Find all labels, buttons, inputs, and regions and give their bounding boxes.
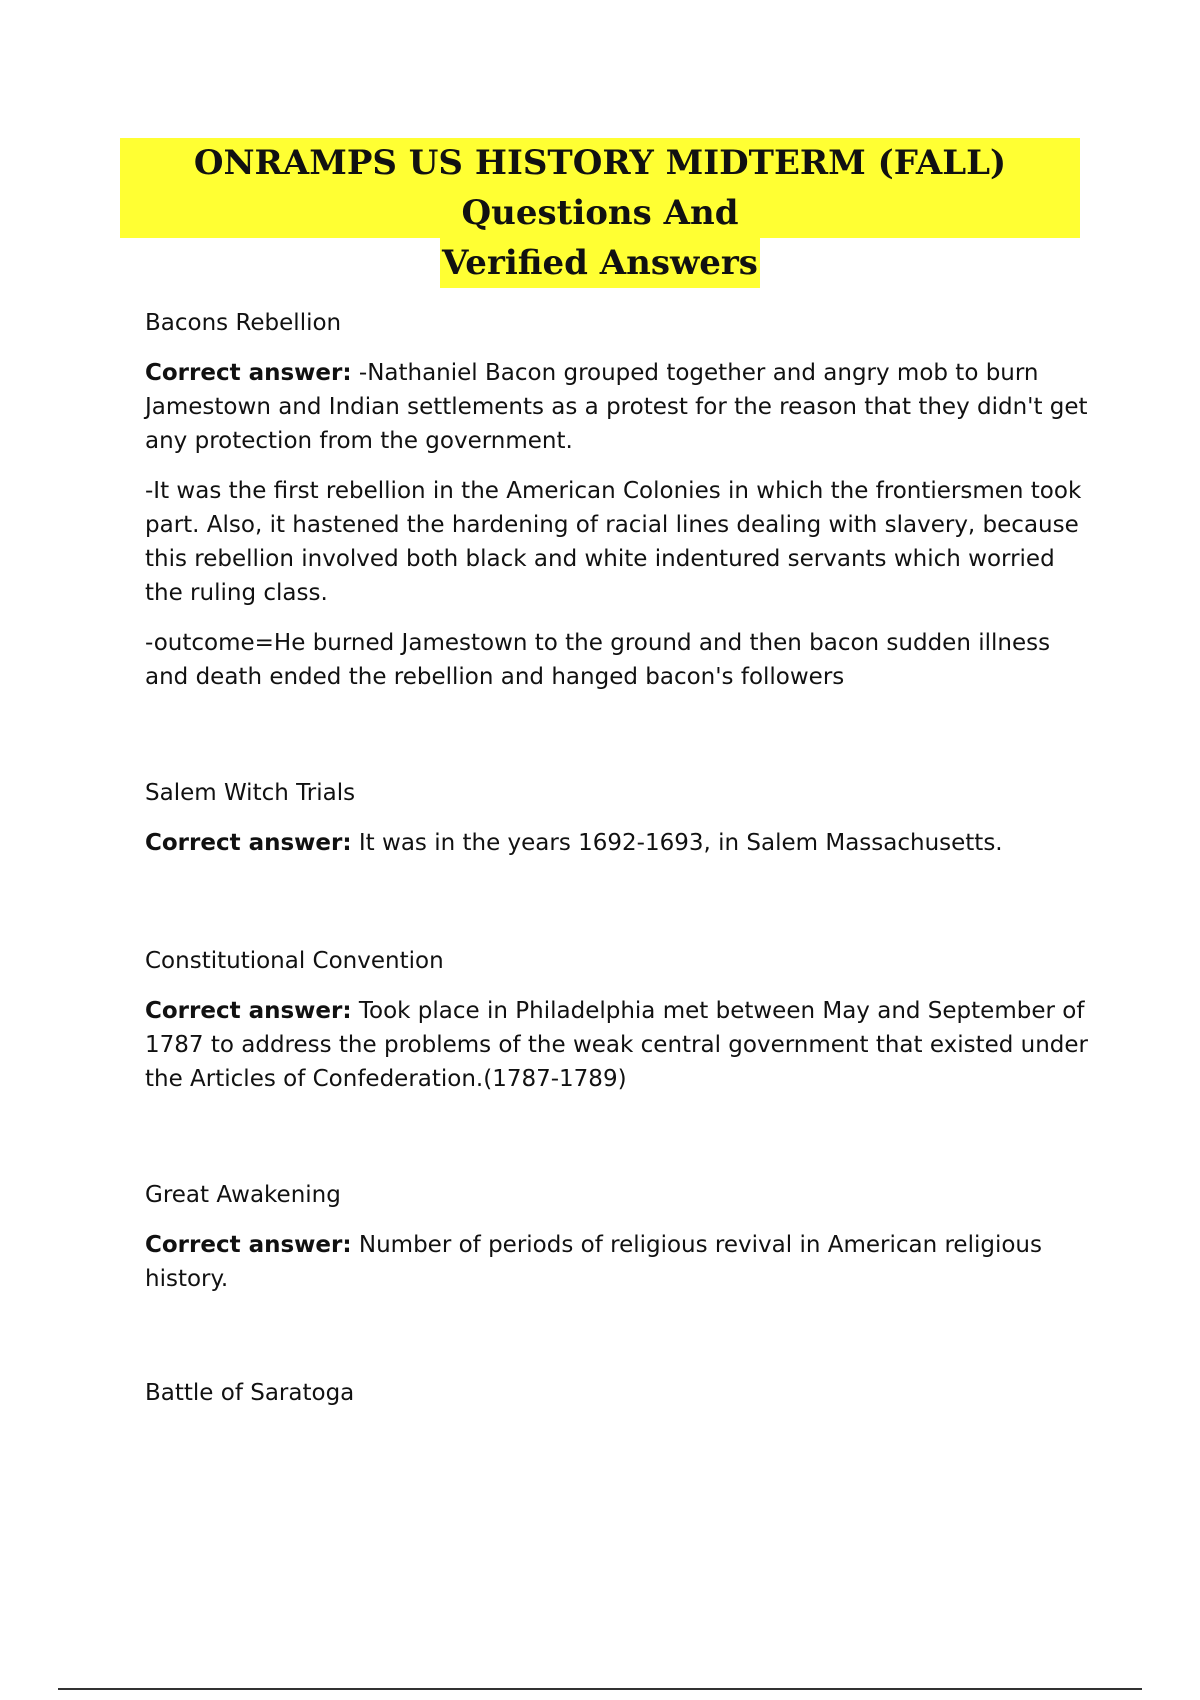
answer-paragraph: -outcome=He burned Jamestown to the ground and then bacon sudden illness and death ended the rebellion and hanged bacon's followers: [145, 630, 1051, 690]
qa-item: [145, 776, 1095, 860]
correct-answer-label: Correct answer:: [145, 830, 352, 856]
question-text: Great Awakening: [145, 1182, 341, 1208]
answer-text: -Nathaniel Bacon grouped together and angry mob to burn Jamestown and Indian settlements as a protest for the reason that they didn't get any protection from the government.: [145, 360, 1088, 454]
answer-paragraph: [145, 994, 1095, 1096]
answer-paragraph: [145, 826, 1095, 860]
document-title: [120, 138, 1080, 288]
qa-item: [145, 1376, 1095, 1410]
question-text: Salem Witch Trials: [145, 780, 356, 806]
title-line-2: Verified Answers: [440, 238, 760, 288]
qa-list: [145, 306, 1095, 1426]
title-line-1: ONRAMPS US HISTORY MIDTERM (FALL) Questions And: [120, 138, 1080, 238]
answer-paragraph: [145, 1228, 1095, 1296]
question-text: Bacons Rebellion: [145, 310, 342, 336]
correct-answer-label: Correct answer:: [145, 360, 352, 386]
qa-item: [145, 944, 1095, 1096]
qa-item: [145, 1178, 1095, 1296]
answer-text: Took place in Philadelphia met between May and September of 1787 to address the problems of the weak central government that existed under the Articles of Confederation.(1787-1789): [145, 998, 1089, 1092]
answer-paragraph: [145, 356, 1095, 458]
qa-item: [145, 306, 1095, 694]
correct-answer-label: Correct answer:: [145, 1232, 352, 1258]
question-text: Constitutional Convention: [145, 948, 444, 974]
correct-answer-label: Correct answer:: [145, 998, 352, 1024]
answer-text: It was in the years 1692-1693, in Salem Massachusetts.: [358, 830, 1003, 856]
answer-text: Number of periods of religious revival in American religious history.: [145, 1232, 1042, 1292]
question-text: Battle of Saratoga: [145, 1380, 355, 1406]
answer-paragraph: -It was the first rebellion in the American Colonies in which the frontiersmen took part. Also, it hastened the hardening of racial lines dealing with slavery, because this rebellion involved both black and white indentured servants which worried the ruling class.: [145, 478, 1082, 606]
footer-divider: [58, 1688, 1142, 1690]
